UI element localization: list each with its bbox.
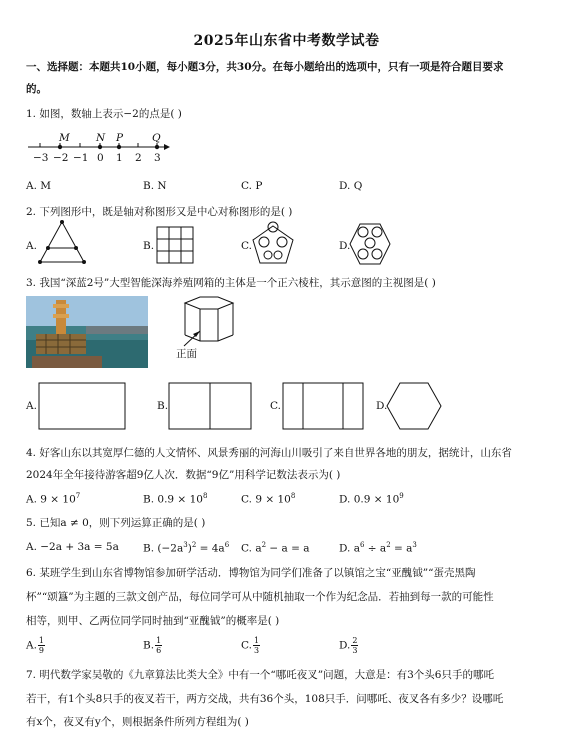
q1-point-n: N [96, 132, 106, 144]
q7-stem: 7. 明代数学家吴敬的《九章算法比类大全》中有一个“哪吒夜叉”问题，大意是：有3个头6只手的哪吒 [26, 669, 494, 681]
q3-front-label: 正面 [176, 348, 197, 360]
q1-option-d[interactable]: D. Q [339, 180, 363, 192]
q5-option-d[interactable]: D. $a^6 \div a^2 = a^3$ [339, 541, 417, 555]
q5-option-c[interactable]: C. $a^2 - a = a$ [241, 541, 310, 555]
q1-point-q: Q [152, 132, 161, 144]
q7-stem-cont: 有x个，夜叉有y个，则根据条件所列方程组为( ) [26, 716, 249, 728]
q1-point-m: M [59, 132, 70, 144]
q4-stem: 4. 好客山东以其宽厚仁德的人文情怀、风景秀丽的河海山川吸引了来自世界各地的朋友，据统计，山东省 [26, 447, 512, 459]
q6-option-a[interactable]: A. $\frac{1}{9}$ [26, 636, 45, 655]
q1-tick-label: 3 [154, 152, 161, 164]
q6-stem-cont: 杯”“颂簋”为主题的三款文创产品，每位同学可从中随机抽取一个作为纪念品．若抽到每一款的可能性 [26, 591, 494, 603]
q4-stem-cont: 2024年全年接待游客超9亿人次．数据“9亿”用科学记数法表示为( ) [26, 469, 341, 481]
q1-option-a[interactable]: A. M [26, 180, 52, 192]
q2-option-a[interactable]: A. [26, 240, 37, 252]
q5-option-b[interactable]: B. $(-2a^3)^2 = 4a^6$ [143, 541, 230, 555]
q2-option-d[interactable]: D. [339, 240, 351, 252]
q2-option-b[interactable]: B. [143, 240, 155, 252]
q1-tick-label: −1 [73, 152, 89, 164]
q5-option-a[interactable]: A. −2a + 3a = 5a [26, 541, 119, 553]
q1-point-p: P [116, 132, 124, 144]
q6-option-c[interactable]: C. $\frac{1}{3}$ [241, 636, 260, 655]
q1-tick-label: −3 [33, 152, 49, 164]
q6-stem: 6. 某班学生到山东省博物馆参加研学活动．博物馆为同学们准备了以镇馆之宝“亚醜钺”“蛋壳黑陶 [26, 567, 476, 579]
q3-option-a[interactable]: A. [26, 400, 37, 412]
q6-option-b[interactable]: B. $\frac{1}{6}$ [143, 636, 162, 655]
q6-option-d[interactable]: D. $\frac{2}{3}$ [339, 636, 358, 655]
q1-tick-label: 1 [116, 152, 123, 164]
q6-stem-cont: 相等，则甲、乙两位同学同时抽到“亚醜钺”的概率是( ) [26, 615, 280, 627]
q3-stem: 3. 我国“深蓝2号”大型智能深海养殖网箱的主体是一个正六棱柱，其示意图的主视图是( ) [26, 277, 436, 289]
q1-tick-label: 2 [135, 152, 142, 164]
q3-option-b[interactable]: B. [157, 400, 169, 412]
q3-option-d[interactable]: D. [376, 400, 388, 412]
section-header: 一、选择题：本题共10小题，每小题3分，共30分。在每小题给出的选项中，只有一项是符合题目要求 [26, 61, 504, 73]
page-title: 2025年山东省中考数学试卷 [193, 33, 380, 49]
q4-option-b[interactable]: B. $0.9 \times 10^8$ [143, 492, 208, 506]
q1-stem: 1. 如图，数轴上表示−2的点是( ) [26, 108, 182, 120]
q7-stem-cont: 若干，有1个头8只手的夜叉若干，两方交战，共有36个头，108只手．问哪吒、夜叉各有多少？设哪吒 [26, 693, 504, 705]
q1-option-c[interactable]: C. P [241, 180, 263, 192]
q4-option-d[interactable]: D. $0.9 \times 10^9$ [339, 492, 404, 506]
q2-stem: 2. 下列图形中，既是轴对称图形又是中心对称图形的是( ) [26, 206, 293, 218]
q1-option-b[interactable]: B. N [143, 180, 167, 192]
q4-option-a[interactable]: A. $9 \times 10^7$ [26, 492, 81, 506]
section-header-cont: 的。 [26, 83, 47, 95]
q5-stem: 5. 已知a ≠ 0，则下列运算正确的是( ) [26, 517, 206, 529]
q1-tick-label: 0 [97, 152, 104, 164]
q3-option-c[interactable]: C. [270, 400, 281, 412]
q1-tick-label: −2 [53, 152, 69, 164]
q2-option-c[interactable]: C. [241, 240, 252, 252]
q4-option-c[interactable]: C. $9 \times 10^8$ [241, 492, 296, 506]
